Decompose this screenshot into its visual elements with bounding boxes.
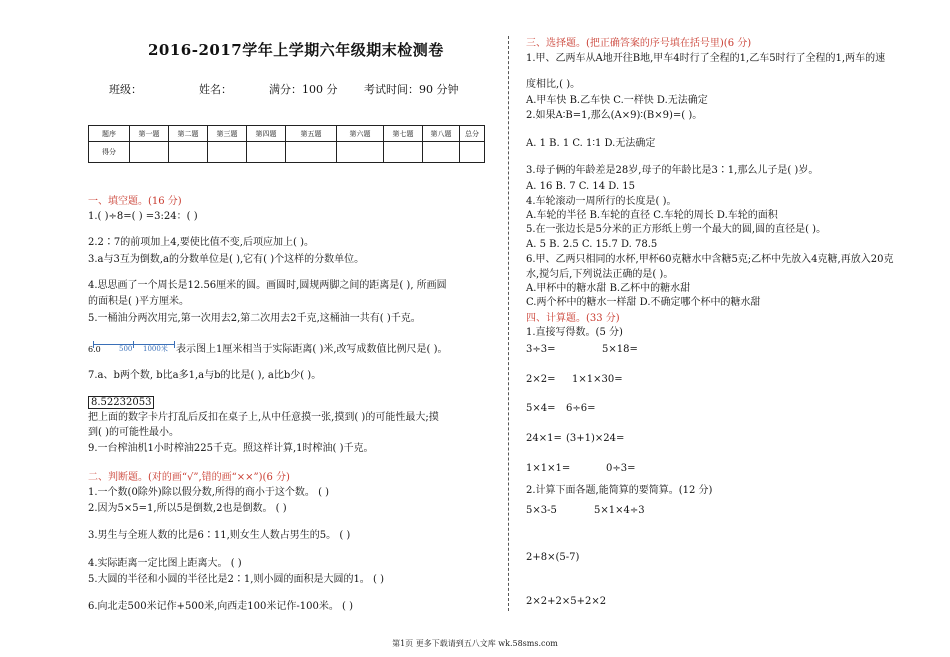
scale-label-500: 500 xyxy=(119,345,133,353)
choice-line: C.两个杯中的糖水一样甜 D.不确定哪个杯中的糖水甜 xyxy=(526,297,761,308)
calc-item: 6÷6= xyxy=(566,403,596,414)
score-header: 第一题 xyxy=(130,126,169,142)
judge-1: 1.一个数(0除外)除以假分数,所得的商小于这个数。 ( ) xyxy=(88,487,330,498)
choice-line: 1.甲、乙两车从A地开往B地,甲车4时行了全程的1,乙车5时行了全程的1,两车的速 xyxy=(526,53,886,64)
score-header: 第四题 xyxy=(247,126,286,142)
exam-time: 考试时间：90 分钟 xyxy=(364,83,459,96)
calc-head: 1.直接写得数。(5 分) xyxy=(526,327,623,338)
judge-2: 2.因为5×5=1,所以5是倒数,2也是倒数。 ( ) xyxy=(88,503,287,514)
section-calc: 四、计算题。(33 分) xyxy=(526,313,620,324)
choice-line: 6.甲、乙两只相同的水杯,甲杯60克糖水中含糖5克;乙杯中先放入4克糖,再放入20克 xyxy=(526,254,894,265)
calc2-item: 5×1×4÷3 xyxy=(594,505,645,516)
score-cell[interactable] xyxy=(460,142,485,163)
page-footer: 第1页 更多下载请到五八文库 wk.58sms.com xyxy=(392,639,558,648)
exam-title: 2016-2017学年上学期六年级期末检测卷 xyxy=(148,41,444,59)
choice-line: A. 5 B. 2.5 C. 15.7 D. 78.5 xyxy=(526,239,658,250)
question-8-cont: 到( )的可能性最小。 xyxy=(88,427,179,438)
calc-item: 0÷3= xyxy=(606,463,636,474)
calc2-item: 5×3-5 xyxy=(526,505,557,516)
score-cell[interactable] xyxy=(337,142,384,163)
choice-line: A.甲车快 B.乙车快 C.一样快 D.无法确定 xyxy=(526,95,708,106)
calc-item: 1×1×1= xyxy=(526,463,571,474)
calc-item: 24×1= xyxy=(526,433,562,444)
choice-line: A. 1 B. 1 C. 1∶1 D.无法确定 xyxy=(526,138,656,149)
score-header: 总分 xyxy=(460,126,485,142)
judge-6: 6.向北走500米记作+500米,向西走100米记作-100米。 ( ) xyxy=(88,601,353,612)
question-4: 4.思思画了一个周长是12.56厘米的圆。画圆时,圆规两脚之间的距离是( ), 所画圆 xyxy=(88,280,447,291)
name-label: 姓名： xyxy=(199,83,232,96)
calc-item: 3÷3= xyxy=(526,344,556,355)
judge-5: 5.大圆的半径和小圆的半径比是2∶1,则小圆的面积是大圆的1。 ( ) xyxy=(88,574,384,585)
scale-label-1000: 1000米 xyxy=(143,345,168,353)
calc2-head: 2.计算下面各题,能简算的要简算。(12 分) xyxy=(526,485,713,496)
score-table xyxy=(88,125,485,163)
score-header: 第六题 xyxy=(337,126,384,142)
score-header: 第八题 xyxy=(423,126,460,142)
class-label: 班级： xyxy=(109,83,142,96)
score-header: 第七题 xyxy=(384,126,423,142)
score-header: 第三题 xyxy=(208,126,247,142)
calc2-item: 2×2+2×5+2×2 xyxy=(526,596,607,607)
question-5: 5.一桶油分两次用完,第一次用去2,第二次用去2千克,这桶油一共有( )千克。 xyxy=(88,313,421,324)
choice-line: 度相比,( )。 xyxy=(526,79,581,90)
choice-line: 3.母子俩的年龄差是28岁,母子的年龄比是3∶1,那么儿子是( )岁。 xyxy=(526,165,819,176)
calc-item: (3+1)×24= xyxy=(566,433,625,444)
full-score: 满分：100 分 xyxy=(269,83,338,96)
choice-line: A.车轮的半径 B.车轮的直径 C.车轮的周长 D.车轮的面积 xyxy=(526,210,778,221)
score-cell[interactable] xyxy=(286,142,337,163)
choice-line: A. 16 B. 7 C. 14 D. 15 xyxy=(526,181,636,192)
section-fill-blank: 一、填空题。(16 分) xyxy=(88,196,182,207)
question-6: 表示图上1厘米相当于实际距离( )米,改写成数值比例尺是( )。 xyxy=(176,344,448,355)
calc-item: 1×1×30= xyxy=(572,374,623,385)
section-judge: 二、判断题。(对的画“√”,错的画“××”)(6 分) xyxy=(88,472,290,483)
choice-line: 4.车轮滚动一周所行的长度是( )。 xyxy=(526,196,677,207)
digit-cards: 8.52232053 xyxy=(88,396,154,409)
question-7: 7.a、b两个数, b比a多1,a与b的比是( ), a比b少( )。 xyxy=(88,370,322,381)
calc2-item: 2+8×(5-7) xyxy=(526,552,580,563)
question-9: 9.一台榨油机1小时榨油225千克。照这样计算,1时榨油( )千克。 xyxy=(88,443,374,454)
calc-item: 5×4= xyxy=(526,403,556,414)
score-header: 第二题 xyxy=(169,126,208,142)
question-8: 把上面的数字卡片打乱后反扣在桌子上,从中任意摸一张,摸到( )的可能性最大;摸 xyxy=(88,412,439,423)
score-cell[interactable] xyxy=(384,142,423,163)
column-divider xyxy=(508,36,509,611)
score-header: 题序 xyxy=(89,126,130,142)
score-row-label: 得分 xyxy=(89,142,130,163)
score-cell[interactable] xyxy=(247,142,286,163)
judge-3: 3.男生与全班人数的比是6∶11,则女生人数占男生的5。 ( ) xyxy=(88,530,351,541)
judge-4: 4.实际距离一定比图上距离大。 ( ) xyxy=(88,558,242,569)
question-2: 2.2∶7的前项加上4,要使比值不变,后项应加上( )。 xyxy=(88,237,314,248)
question-4-cont: 的面积是( )平方厘米。 xyxy=(88,296,189,307)
calc-item: 2×2= xyxy=(526,374,556,385)
choice-line: 水,搅匀后,下列说法正确的是( )。 xyxy=(526,269,674,280)
choice-line: 5.在一张边长是5分米的正方形纸上剪一个最大的圆,圆的直径是( )。 xyxy=(526,224,827,235)
score-header: 第五题 xyxy=(286,126,337,142)
choice-line: A.甲杯中的糖水甜 B.乙杯中的糖水甜 xyxy=(526,283,691,294)
question-1: 1.( )÷8=( ) =3:24：( ) xyxy=(88,211,198,222)
scale-label-0: 6.0 xyxy=(88,345,101,354)
choice-line: 2.如果A∶B=1,那么(A×9)∶(B×9)=( )。 xyxy=(526,110,703,121)
question-3: 3.a与3互为倒数,a的分数单位是( ),它有( )个这样的分数单位。 xyxy=(88,254,365,265)
score-cell[interactable] xyxy=(423,142,460,163)
calc-item: 5×18= xyxy=(602,344,638,355)
section-choice: 三、选择题。(把正确答案的序号填在括号里)(6 分) xyxy=(526,38,752,49)
question-8-cards xyxy=(88,396,154,409)
score-cell[interactable] xyxy=(208,142,247,163)
score-cell[interactable] xyxy=(169,142,208,163)
score-cell[interactable] xyxy=(130,142,169,163)
